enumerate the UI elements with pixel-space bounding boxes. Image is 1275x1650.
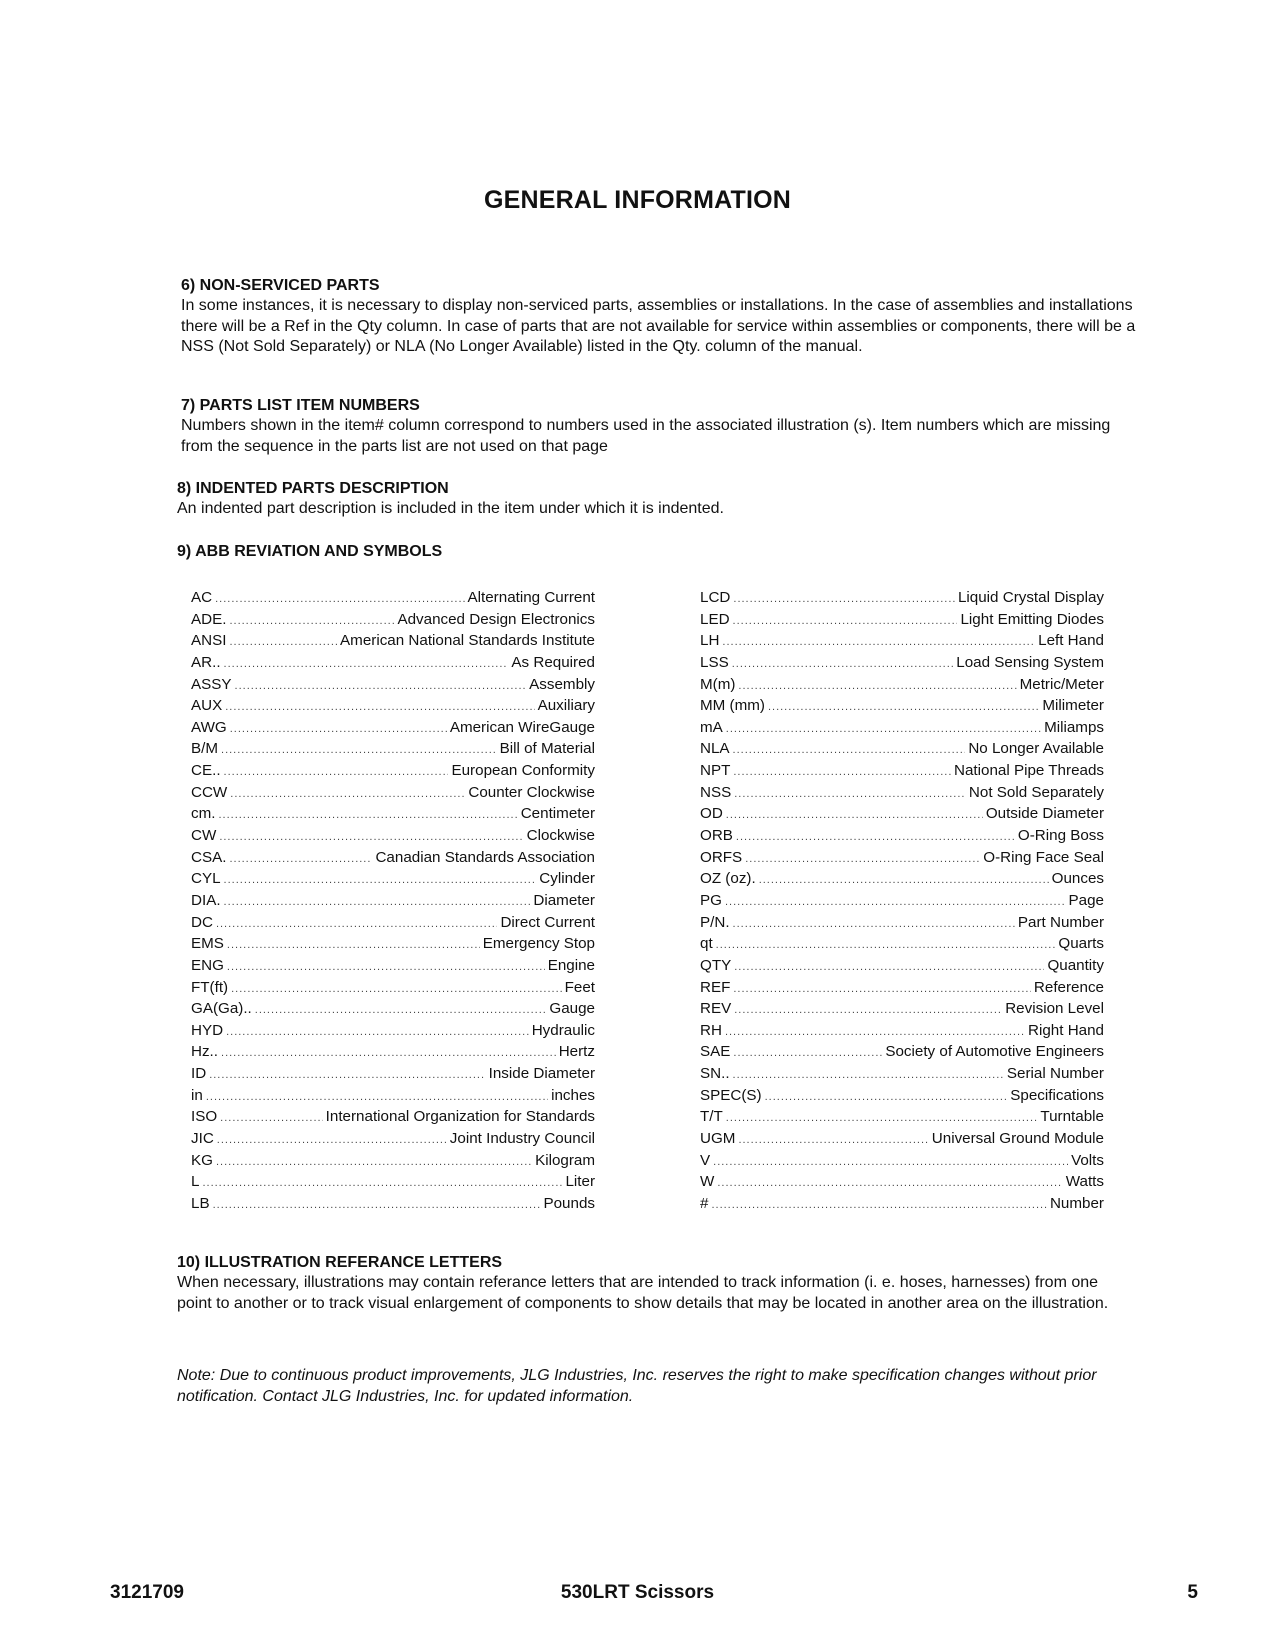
abbreviation-row [191,955,595,977]
dot-leader [732,654,954,674]
abbreviation-term: AWG [191,718,227,736]
abbreviation-definition: Diameter [533,891,595,909]
abbreviation-row [191,738,595,760]
abbreviation-definition: Bill of Material [499,740,595,758]
abbreviation-row [700,825,1104,847]
abbreviation-term: LED [700,610,730,628]
abbreviation-definition: Engine [547,956,595,974]
abbreviation-term: AC [191,589,213,606]
abbreviation-definition: Left Hand [1038,632,1104,650]
section-body: Numbers shown in the item# column correspond to numbers used in the associated illustration (s). Item numbers which are missing from the sequence in the parts list are not used on that page [181,417,1111,455]
dot-leader [765,1087,1008,1107]
abbreviation-term: LB [191,1194,210,1212]
abbreviation-definition: Auxiliary [537,697,595,715]
abbreviation-row [191,1150,595,1172]
dot-leader [711,1195,1047,1215]
abbreviation-term: NLA [700,740,730,758]
dot-leader [734,1000,1002,1020]
abbreviation-definition: Pounds [543,1194,595,1212]
abbreviation-row [191,1193,595,1215]
abbreviation-row [191,1128,595,1150]
abbreviation-definition: Hertz [558,1043,595,1061]
dot-leader [738,1130,928,1150]
abbreviation-term: LCD [700,589,731,606]
abbreviation-row [700,695,1104,717]
dot-leader [220,1108,323,1128]
abbreviation-definition: Outside Diameter [985,805,1104,823]
abbreviation-definition: O-Ring Boss [1017,827,1104,845]
dot-leader [229,611,394,631]
dot-leader [726,1108,1038,1128]
abbreviation-definition: Advanced Design Electronics [397,610,595,628]
abbreviation-row [191,717,595,739]
abbreviation-row [191,847,595,869]
abbreviation-term: B/M [191,740,219,758]
abbreviation-term: cm. [191,805,216,823]
abbreviation-definition: Joint Industry Council [449,1130,595,1148]
abbreviation-term: CW [191,827,217,845]
dot-leader [216,1152,532,1172]
abbreviation-definition: Centimeter [520,805,595,823]
dot-leader [209,1065,485,1085]
abbreviation-definition: Kilogram [535,1151,595,1169]
dot-leader [230,719,447,739]
abbreviation-definition: Revision Level [1005,1000,1104,1018]
abbreviation-term: AUX [191,697,223,715]
abbreviation-definition: Clockwise [526,827,595,845]
footer-model: 530LRT Scissors [560,1582,715,1603]
section-heading: 8) INDENTED PARTS DESCRIPTION [177,480,449,497]
abbreviation-term: OD [700,805,723,823]
dot-leader [717,1173,1062,1193]
section-abbreviations [177,542,1137,562]
abbreviation-row [191,933,595,955]
abbreviation-definition: Quantity [1047,956,1104,974]
section-indented-parts-description [177,479,1137,520]
abbreviation-row [700,1193,1104,1215]
dot-leader [224,892,531,912]
abbreviation-term: RH [700,1021,722,1039]
abbreviation-term: LSS [700,653,729,671]
dot-leader [227,957,545,977]
abbreviation-row [191,1063,595,1085]
abbreviation-definition: National Pipe Threads [954,762,1104,780]
abbreviation-row [191,1020,595,1042]
abbreviation-term: L [191,1173,200,1191]
dot-leader [221,740,497,760]
dot-leader [725,1022,1025,1042]
abbreviation-term: NPT [700,762,731,780]
footer-page-number: 5 [1187,1582,1198,1603]
abbreviation-definition: Cylinder [539,870,595,888]
abbreviation-row [700,609,1104,631]
abbreviation-term: SN.. [700,1065,730,1083]
abbreviation-term: AR.. [191,653,221,671]
abbreviation-term: PG [700,891,722,909]
abbreviation-term: ORFS [700,848,743,866]
abbreviation-definition: Liter [565,1173,595,1191]
abbreviation-term: CE.. [191,762,221,780]
dot-leader [230,784,465,804]
abbreviation-row [191,1106,595,1128]
dot-leader [225,697,534,717]
dot-leader [224,762,449,782]
note-text: Note: Due to continuous product improvements, JLG Industries, Inc. reserves the right to make specification changes without prior notification. Contact JLG Industries, Inc. for updated information. [177,1367,1097,1405]
section-parts-list-item-numbers [181,396,1141,457]
abbreviation-definition: International Organization for Standards [325,1108,595,1126]
abbreviation-term: mA [700,718,723,736]
abbreviation-definition: Hydraulic [531,1021,595,1039]
abbreviation-definition: Volts [1071,1151,1104,1169]
dot-leader [221,1043,556,1063]
abbreviation-row [191,868,595,890]
abbreviation-row [700,587,1104,609]
abbreviation-definition: Emergency Stop [482,935,595,953]
dot-leader [231,979,562,999]
section-body: In some instances, it is necessary to display non-serviced parts, assemblies or installations. In the case of assemblies and installations there will be a Ref in the Qty column. In case of parts that are not available for service within assemblies or components, there will be a NSS (Not Sold Separately) or NLA (No Longer Available) listed in the Qty. column of the manual. [181,297,1136,355]
abbreviation-row [700,977,1104,999]
abbreviation-definition: Canadian Standards Association [375,848,595,866]
abbreviation-term: ENG [191,956,224,974]
abbreviation-definition: Right Hand [1028,1021,1104,1039]
abbreviation-row [700,738,1104,760]
dot-leader [206,1087,548,1107]
abbreviation-term: qt [700,935,713,953]
abbreviation-row [191,825,595,847]
abbreviation-definition: Part Number [1017,913,1104,931]
abbreviation-definition: Feet [564,978,595,996]
abbreviation-row [191,695,595,717]
abbreviation-row [700,1150,1104,1172]
abbreviation-term: KG [191,1151,213,1169]
abbreviation-term: EMS [191,935,224,953]
abbreviation-term: OZ (oz). [700,870,756,888]
abbreviation-definition: Gauge [549,1000,595,1018]
abbreviation-definition: Milimeter [1042,697,1104,715]
dot-leader [736,827,1015,847]
abbreviation-definition: Direct Current [500,913,595,931]
abbreviation-row [700,998,1104,1020]
abbreviation-term: V [700,1151,711,1169]
abbreviation-row [700,1106,1104,1128]
abbreviation-term: T/T [700,1108,723,1126]
dot-leader [255,1000,547,1020]
abbreviation-definition: No Longer Available [968,740,1104,758]
section-body: When necessary, illustrations may contain referance letters that are intended to track information (i. e. hoses, harnesses) from one point to another or to track visual enlargement of components to show details that may be located in another area on the illustration. [177,1274,1109,1312]
abbreviation-definition: Miliamps [1044,718,1104,736]
abbreviation-term: M(m) [700,675,736,693]
abbreviation-row [700,933,1104,955]
abbreviation-term: HYD [191,1021,224,1039]
abbreviation-definition: Ounces [1051,870,1104,888]
abbreviation-definition: Number [1049,1194,1104,1212]
dot-leader [217,1130,447,1150]
abbreviation-term: REF [700,978,731,996]
dot-leader [227,935,480,955]
abbreviation-term: W [700,1173,715,1191]
abbreviation-definition: inches [551,1086,595,1104]
abbreviation-row [700,912,1104,934]
dot-leader [745,849,980,869]
dot-leader [733,1043,882,1063]
abbreviation-definition: O-Ring Face Seal [983,848,1104,866]
abbreviation-row [191,587,595,609]
section-heading: 10) ILLUSTRATION REFERANCE LETTERS [177,1254,503,1271]
dot-leader [216,914,498,934]
abbreviation-row [191,890,595,912]
abbreviation-term: CYL [191,870,221,888]
abbreviation-definition: Reference [1033,978,1104,996]
abbreviation-term: in [191,1086,203,1104]
dot-leader [235,676,527,696]
abbreviation-term: NSS [700,783,732,801]
abbreviation-row [191,1041,595,1063]
abbreviation-row [191,803,595,825]
abbreviation-row [700,868,1104,890]
abbreviation-row [191,977,595,999]
note [177,1366,1137,1407]
abbreviation-term: CCW [191,783,228,801]
abbreviation-term: ID [191,1065,207,1083]
abbreviation-term: P/N. [700,913,730,931]
abbreviation-definition: Load Sensing System [956,653,1104,671]
abbreviation-definition: Specifications [1010,1086,1104,1104]
abbreviation-row [191,630,595,652]
abbreviation-term: # [700,1194,709,1212]
abbreviation-term: JIC [191,1130,214,1148]
abbreviation-definition: Universal Ground Module [931,1130,1104,1148]
abbreviation-definition: Page [1068,891,1104,909]
abbreviation-row [191,652,595,674]
abbreviation-definition: Assembly [529,675,595,693]
dot-leader [716,935,1056,955]
abbreviation-row [700,630,1104,652]
abbreviation-row [191,1085,595,1107]
dot-leader [759,870,1049,890]
abbreviation-term: QTY [700,956,732,974]
abbreviation-list-left [191,587,595,1215]
abbreviation-row [700,1171,1104,1193]
section-heading: 9) ABB REVIATION AND SYMBOLS [177,543,443,560]
dot-leader [733,611,958,631]
dot-leader [224,654,509,674]
dot-leader [733,589,955,609]
abbreviation-row [700,1041,1104,1063]
section-body: An indented part description is included in the item under which it is indented. [177,500,724,517]
footer-doc-number: 3121709 [110,1582,184,1603]
abbreviation-term: ORB [700,827,733,845]
abbreviation-definition: American WireGauge [449,718,595,736]
section-heading: 7) PARTS LIST ITEM NUMBERS [181,397,420,414]
abbreviation-definition: Turntable [1040,1108,1104,1126]
abbreviation-definition: Alternating Current [467,589,595,606]
dot-leader [738,676,1016,696]
dot-leader [725,892,1066,912]
dot-leader [226,1022,529,1042]
dot-leader [224,870,537,890]
abbreviation-list-right [700,587,1104,1215]
abbreviation-definition: Society of Automotive Engineers [885,1043,1104,1061]
page-title: GENERAL INFORMATION [483,186,792,214]
abbreviation-row [191,609,595,631]
abbreviation-term: ADE. [191,610,227,628]
abbreviation-row [700,760,1104,782]
abbreviation-row [191,760,595,782]
abbreviation-row [700,890,1104,912]
abbreviation-row [700,652,1104,674]
abbreviation-term: REV [700,1000,732,1018]
dot-leader [734,957,1044,977]
abbreviation-definition: American National Standards Institute [340,632,595,650]
abbreviation-term: CSA. [191,848,227,866]
abbreviation-definition: Liquid Crystal Display [957,589,1104,606]
abbreviation-term: SPEC(S) [700,1086,762,1104]
abbreviation-row [191,782,595,804]
abbreviation-definition: Counter Clockwise [468,783,595,801]
abbreviation-term: ASSY [191,675,232,693]
abbreviation-row [700,847,1104,869]
dot-leader [722,632,1035,652]
abbreviation-definition: Serial Number [1006,1065,1104,1083]
abbreviation-definition: Watts [1065,1173,1104,1191]
abbreviation-definition: As Required [511,653,595,671]
dot-leader [726,719,1041,739]
dot-leader [768,697,1039,717]
abbreviation-definition: European Conformity [451,762,595,780]
abbreviation-row [191,1171,595,1193]
abbreviation-definition: Not Sold Separately [968,783,1104,801]
dot-leader [202,1173,562,1193]
dot-leader [733,979,1031,999]
dot-leader [734,784,966,804]
section-heading: 6) NON-SERVICED PARTS [181,277,380,294]
dot-leader [733,1065,1004,1085]
section-non-serviced-parts [181,276,1141,358]
abbreviation-definition: Metric/Meter [1019,675,1104,693]
abbreviation-term: SAE [700,1043,731,1061]
dot-leader [713,1152,1068,1172]
abbreviation-row [700,803,1104,825]
dot-leader [733,762,951,782]
abbreviation-term: MM (mm) [700,697,765,715]
abbreviation-term: UGM [700,1130,736,1148]
abbreviation-term: ISO [191,1108,218,1126]
abbreviation-term: Hz.. [191,1043,219,1061]
abbreviation-row [700,1085,1104,1107]
abbreviation-row [191,674,595,696]
abbreviation-row [700,717,1104,739]
dot-leader [213,1195,541,1215]
abbreviation-row [700,1020,1104,1042]
dot-leader [215,589,464,609]
abbreviation-definition: Quarts [1058,935,1104,953]
abbreviation-definition: Light Emitting Diodes [960,610,1104,628]
abbreviation-term: DC [191,913,213,931]
abbreviation-row [191,998,595,1020]
abbreviation-term: ANSI [191,632,227,650]
dot-leader [229,849,372,869]
abbreviation-row [700,1063,1104,1085]
dot-leader [219,827,523,847]
abbreviation-row [700,1128,1104,1150]
abbreviation-row [700,782,1104,804]
abbreviation-term: FT(ft) [191,978,229,996]
abbreviation-term: DIA. [191,891,221,909]
dot-leader [733,740,966,760]
dot-leader [218,805,517,825]
abbreviation-row [700,955,1104,977]
abbreviation-row [191,912,595,934]
abbreviation-row [700,674,1104,696]
section-illustration-reference-letters [177,1253,1137,1314]
abbreviation-term: LH [700,632,720,650]
dot-leader [726,805,983,825]
abbreviation-term: GA(Ga).. [191,1000,252,1018]
dot-leader [229,632,337,652]
dot-leader [733,914,1015,934]
abbreviation-definition: Inside Diameter [488,1065,595,1083]
